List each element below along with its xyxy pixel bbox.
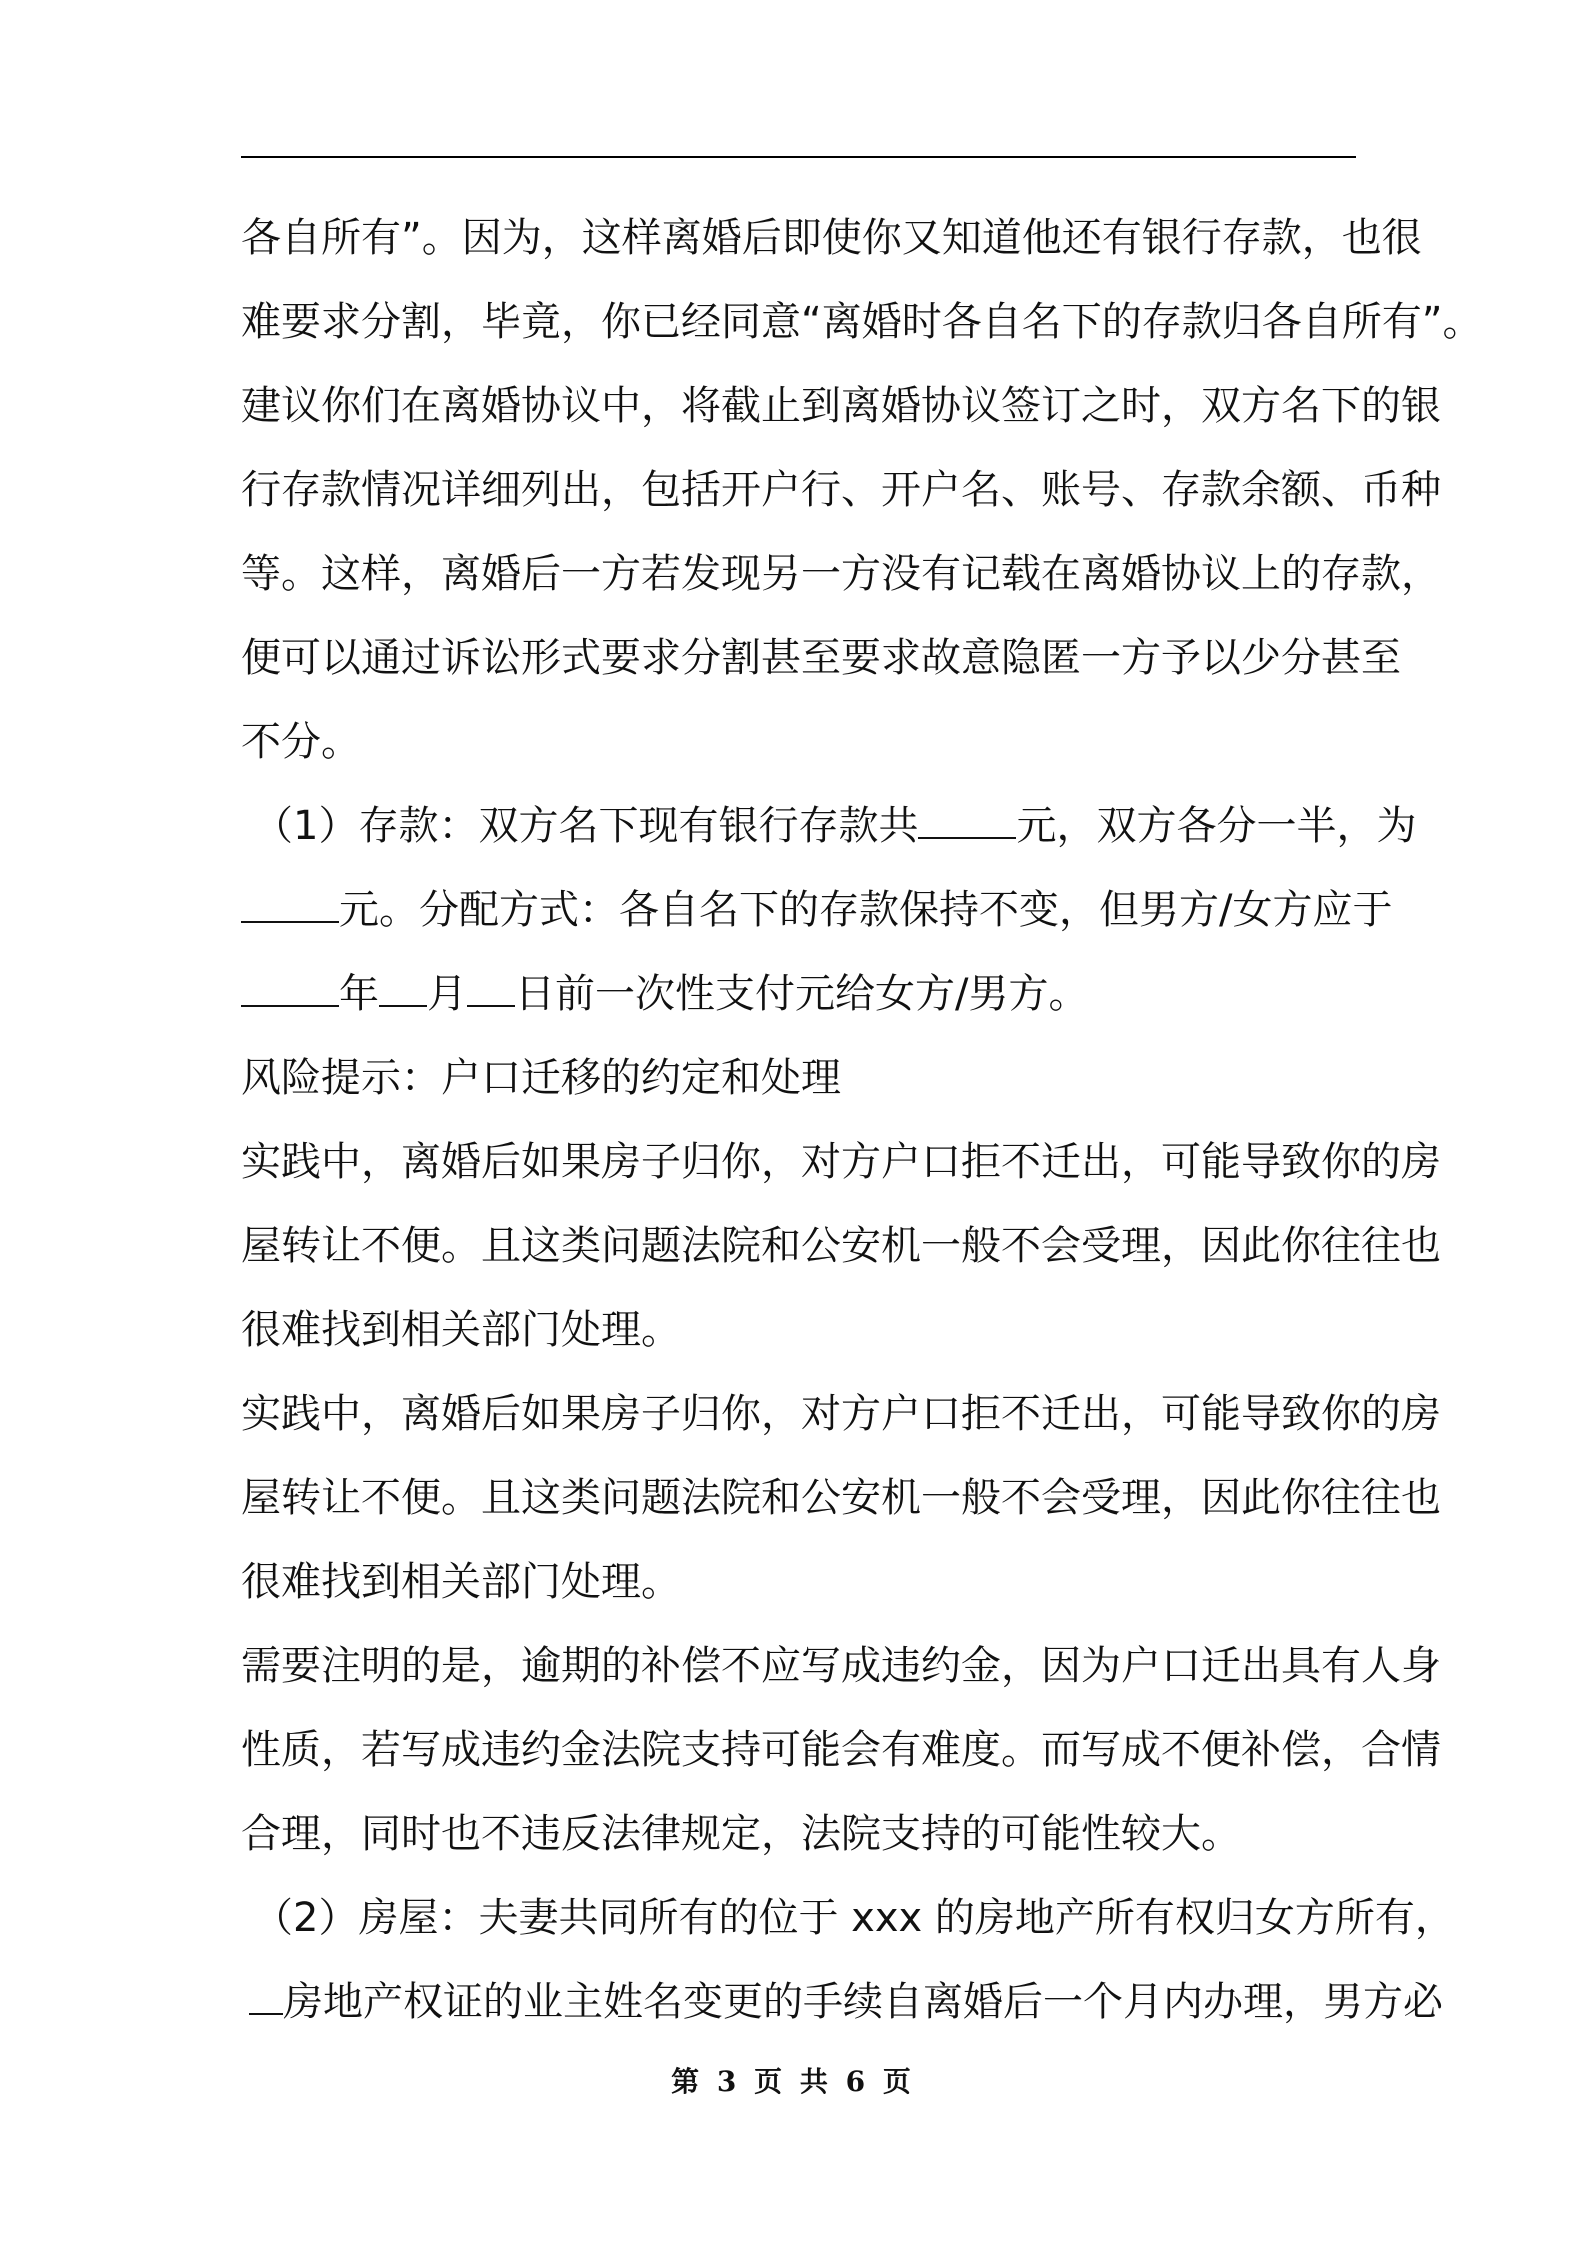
text-line: 建议你们在离婚协议中，将截止到离婚协议签订之时，双方名下的银 xyxy=(241,383,1441,429)
text-line: 需要注明的是，逾期的补偿不应写成违约金，因为户口迁出具有人身 xyxy=(241,1643,1441,1689)
page-number-footer: 第 3 页 共 6 页 xyxy=(671,2065,915,2098)
text-line: （2）房屋：夫妻共同所有的位于 xxx 的房地产所有权归女方所有， xyxy=(253,1895,1455,1941)
blank-field xyxy=(241,887,339,923)
blank-field xyxy=(379,971,427,1007)
text-line: 合理，同时也不违反法律规定，法院支持的可能性较大。 xyxy=(241,1811,1241,1857)
blank-field xyxy=(249,1979,283,2015)
blank-field xyxy=(241,971,339,1007)
text-line: 屋转让不便。且这类问题法院和公安机一般不会受理，因此你往往也 xyxy=(241,1475,1441,1521)
section-heading: 风险提示：户口迁移的约定和处理 xyxy=(241,1055,841,1101)
deposit-clause-line xyxy=(241,784,1417,868)
text-line: 很难找到相关部门处理。 xyxy=(241,1307,681,1353)
text-line xyxy=(241,1960,1443,2044)
deposit-clause-line xyxy=(241,952,1356,1036)
document-body xyxy=(241,196,1483,2044)
text-segment: 房地产权证的业主姓名变更的手续自离婚后一个月内办理，男方必 xyxy=(283,1979,1443,2025)
text-line: 性质，若写成违约金法院支持可能会有难度。而写成不便补偿，合情 xyxy=(241,1727,1441,1773)
text-line: 实践中，离婚后如果房子归你，对方户口拒不迁出，可能导致你的房 xyxy=(241,1391,1441,1437)
header-rule xyxy=(241,156,1356,158)
text-line: 行存款情况详细列出，包括开户行、开户名、账号、存款余额、币种 xyxy=(241,467,1441,513)
deposit-clause-line xyxy=(241,868,1393,952)
text-line: 各自所有”。因为，这样离婚后即使你又知道他还有银行存款，也很 xyxy=(241,215,1422,261)
blank-field xyxy=(467,971,515,1007)
text-line: 屋转让不便。且这类问题法院和公安机一般不会受理，因此你往往也 xyxy=(241,1223,1441,1269)
text-segment: 月 xyxy=(427,971,467,1017)
text-line: 很难找到相关部门处理。 xyxy=(241,1559,681,1605)
text-segment: 年 xyxy=(339,971,379,1017)
text-segment: 日前一次性支付元给女方/男方。 xyxy=(515,971,1089,1017)
text-segment: 元，双方各分一半，为 xyxy=(1016,803,1417,849)
text-line: 等。这样，离婚后一方若发现另一方没有记载在离婚协议上的存款， xyxy=(241,551,1441,597)
text-line: 难要求分割，毕竟，你已经同意“离婚时各自名下的存款归各自所有”。 xyxy=(241,299,1483,345)
blank-field xyxy=(918,803,1016,839)
text-segment: （1）存款：双方名下现有银行存款共 xyxy=(253,803,919,849)
text-line: 实践中，离婚后如果房子归你，对方户口拒不迁出，可能导致你的房 xyxy=(241,1139,1441,1185)
text-segment: 元。分配方式：各自名下的存款保持不变，但男方/女方应于 xyxy=(339,887,1393,933)
text-line: 不分。 xyxy=(241,719,361,765)
text-line: 便可以通过诉讼形式要求分割甚至要求故意隐匿一方予以少分甚至 xyxy=(241,635,1401,681)
